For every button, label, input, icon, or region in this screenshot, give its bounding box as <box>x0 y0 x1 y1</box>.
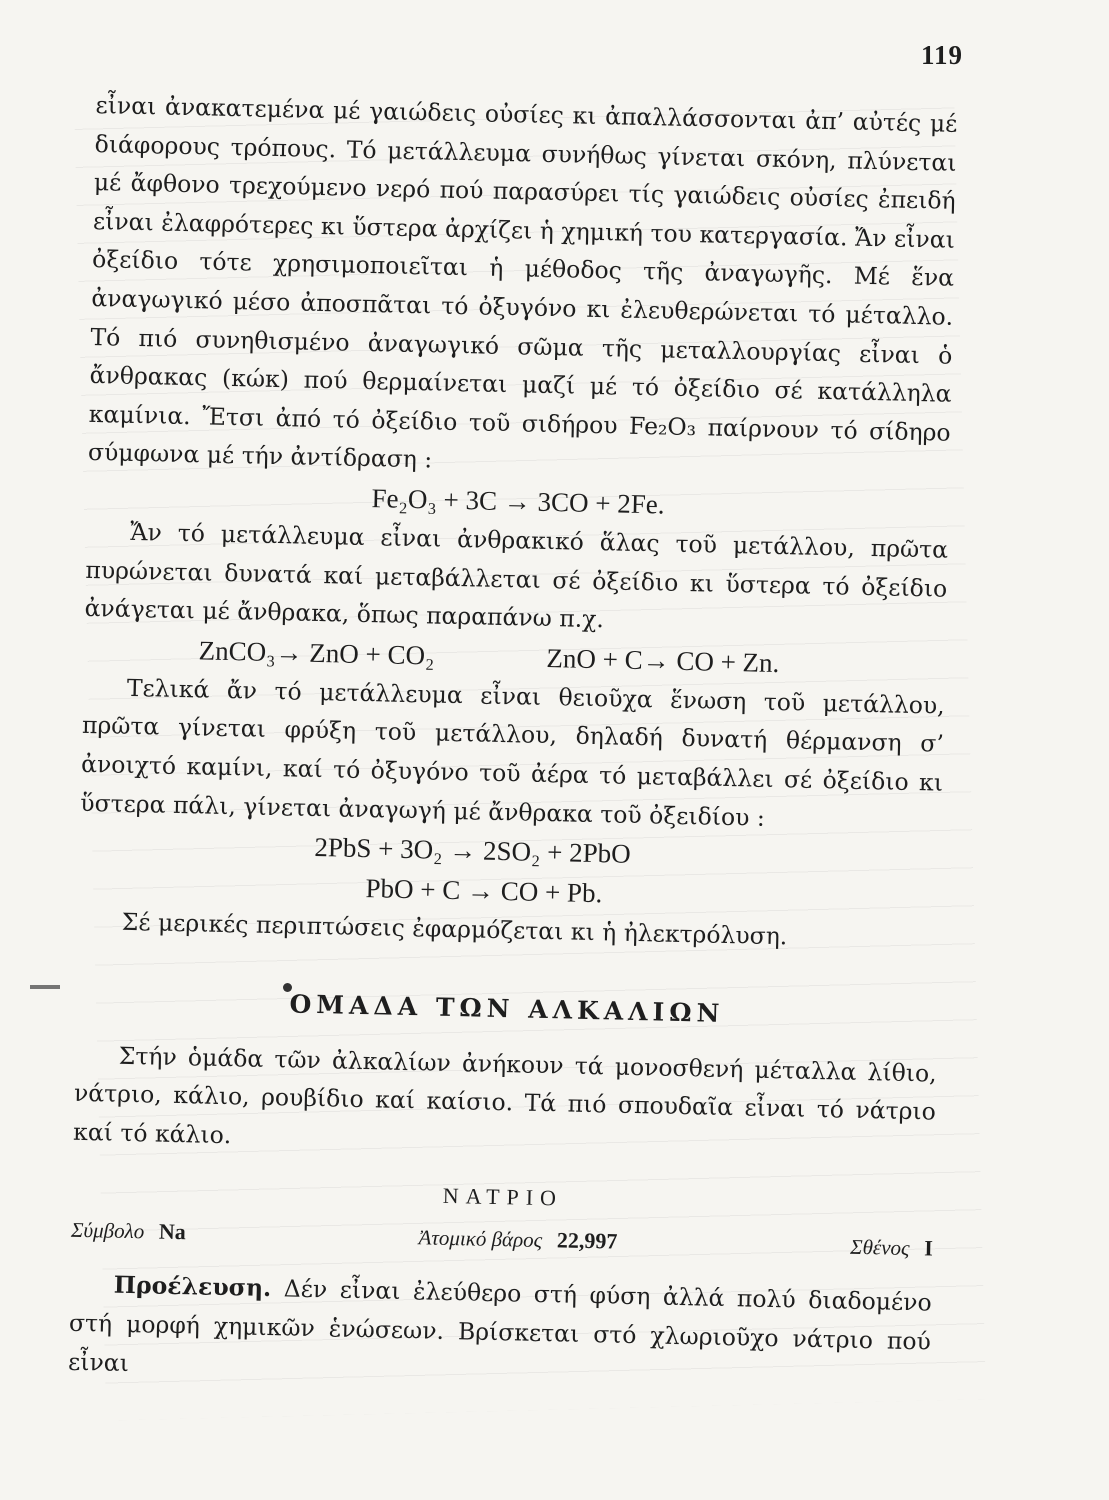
valence-value: I <box>923 1235 934 1261</box>
equation-iron-reduction: Fe₂O₃ + 3C → 3CO + 2Fe. <box>371 483 665 520</box>
equation-zinc-reduction: ZnO + C→ CO + Zn. <box>546 642 780 678</box>
margin-mark <box>30 985 60 989</box>
paragraph-carbonate: Ἄν τό μετάλλευμα εἶναι ἀνθρακικό ἅλας τοῦ μετάλλου, πρῶτα πυρώνεται δυνατά καί μεταβάλλεται σέ ὀξείδιο κι ὕστερα τό ὀξείδιο ἀνάγεται μέ ἄνθρακα, ὅπως παραπάνω π.χ. <box>84 517 949 634</box>
equation-zinc-calcination: ZnCO₃→ ZnO + CO₂ <box>198 635 435 671</box>
atomic-weight-label: Ἀτομικό βάρος <box>418 1225 543 1253</box>
atomic-weight-property <box>418 1225 617 1255</box>
symbol-property <box>71 1217 186 1245</box>
symbol-label: Σύμβολο <box>70 1218 145 1244</box>
paragraph-alkali-intro: Στήν ὁμάδα τῶν ἀλκαλίων ἀνήκουν τά μονοσθενή μέταλλα λίθιο, νάτριο, κάλιο, ρουβίδιο καί καίσιο. Τά πιό σπουδαῖα εἶναι τό νάτριο καί τό κάλιο. <box>72 1041 937 1150</box>
valence-label: Σθένος <box>849 1235 910 1261</box>
element-properties <box>71 1217 933 1262</box>
equation-lead-reduction: PbO + C → CO + Pb. <box>365 873 603 909</box>
section-title: ΟΜΑΔΑ ΤΩΝ ΑΛΚΑΛΙΩΝ <box>289 989 725 1028</box>
element-title: ΝΑΤΡΙΟ <box>442 1183 564 1211</box>
page-number: 119 <box>920 40 963 70</box>
symbol-value: Na <box>158 1219 187 1245</box>
origin-label: Προέλευση. <box>113 1271 272 1303</box>
equation-stack-lead <box>313 827 942 921</box>
paragraph-origin <box>68 1265 932 1400</box>
atomic-weight-value: 22,997 <box>556 1227 618 1255</box>
origin-text: Δέν εἶναι ἐλεύθερο στή φύση ἀλλά πολύ διαδομένο στή μορφή χημικῶν ἑνώσεων. Βρίσκεται στό χλωριοῦχο νάτριο πού εἶναι <box>67 1274 932 1377</box>
paragraph-sulfide: Τελικά ἄν τό μετάλλευμα εἶναι θειοῦχα ἕνωση τοῦ μετάλλου, πρῶτα γίνεται φρύξη τοῦ μετάλλου, δηλαδή δυνατή θέρμανση σ’ ἀνοιχτό καμίνι, καί τό ὀξυγόνο τοῦ ἀέρα τό μεταβάλλει σέ ὀξείδιο κι ὕστερα πάλι, γίνεται ἀναγωγή μέ ἄνθρακα τοῦ ὀξειδίου : <box>80 673 945 832</box>
paragraph-metallurgy: εἶναι ἀνακατεμένα μέ γαιώδεις οὐσίες κι ἀπαλλάσσονται ἀπ’ αὐτές μέ διάφορους τρόπους. Τό μετάλλευμα συνήθως γίνεται σκόνη, πλύνεται μέ ἄφθονο τρεχούμενο νερό πού παρασύρει τίς γαιώδεις οὐσίες ἐπειδή εἶναι ἐλαφρότερες κι ὕστερα ἀρχίζει ἡ χημική του κατεργασία. Ἄν εἶναι ὀξείδιο τότε χρησιμοποιεῖται ἡ μέθοδος τῆς ἀναγωγῆς. Μέ ἕνα ἀναγωγικό μέσο ἀποσπᾶται τό ὀξυγόνο κι ἐλευθερώνεται τό μέταλλο. Τό πιό συνηθισμένο ἀναγωγικό σῶμα τῆς μεταλλουργίας εἶναι ὁ ἄνθρακας (κώκ) πού θερμαίνεται μαζί μέ τό ὀξείδιο σέ κατάλληλα καμίνια. Ἔτσι ἀπό τό ὀξείδιο τοῦ σιδήρου Fe₂O₃ παίρνουν τό σίδηρο σύμφωνα μέ τήν ἀντίδραση : <box>87 90 958 474</box>
valence-property <box>850 1234 933 1262</box>
page-content <box>68 86 958 1400</box>
equation-lead-roasting: 2PbS + 3O₂ → 2SO₂ + 2PbO <box>314 832 632 869</box>
paragraph-electrolysis: Σέ μερικές περιπτώσεις ἐφαρμόζεται κι ἡ ἠλεκτρόλυση. <box>121 907 788 951</box>
